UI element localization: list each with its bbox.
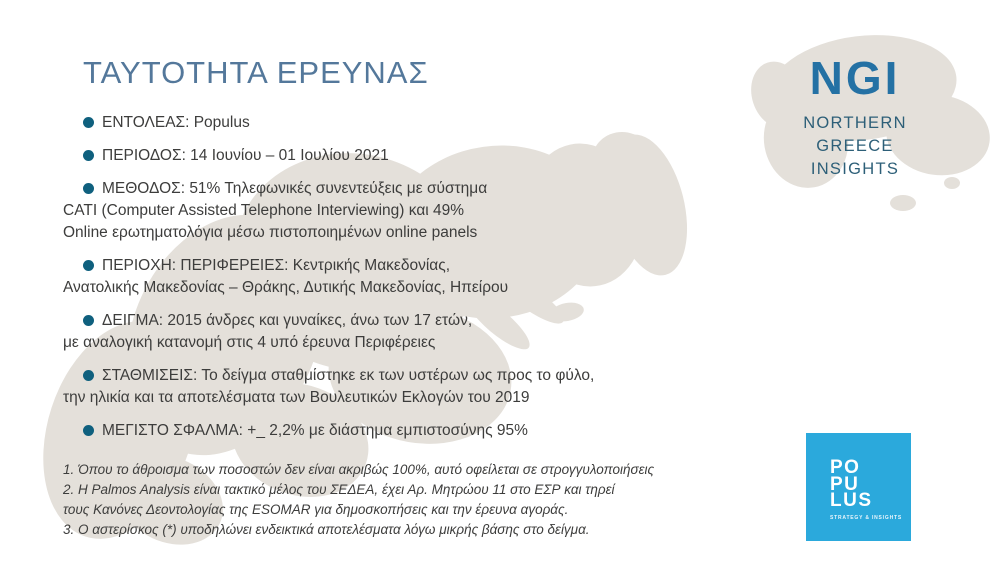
footnotes xyxy=(63,460,683,540)
bullet-list xyxy=(63,112,653,453)
page-title: ΤΑΥΤΟΤΗΤΑ ΕΡΕΥΝΑΣ xyxy=(83,55,429,90)
bullet-text-continued: την ηλικία και τα αποτελέσματα των Βουλευτικών Εκλογών του 2019 xyxy=(63,389,530,406)
bullet-text: ΣΤΑΘΜΙΣΕΙΣ: Το δείγμα σταθμίστηκε εκ των υστέρων ως προς το φύλο, xyxy=(102,367,595,384)
ngi-logo-acronym: NGI xyxy=(809,52,901,104)
populus-logo-wordmark-line: PO xyxy=(830,457,861,478)
bullet-icon xyxy=(83,370,94,381)
populus-logo-wordmark xyxy=(830,457,873,511)
list-item-entoleas xyxy=(63,112,653,134)
populus-logo-tagline: STRATEGY & INSIGHTS xyxy=(830,515,902,521)
bullet-text: ΜΕΓΙΣΤΟ ΣΦΑΛΜΑ: +_ 2,2% με διάστημα εμπιστοσύνης 95% xyxy=(102,422,528,439)
list-item-methodos xyxy=(63,178,653,244)
bullet-icon xyxy=(83,425,94,436)
bullet-text: ΜΕΘΟΔΟΣ: 51% Τηλεφωνικές συνεντεύξεις με σύστημα xyxy=(102,180,488,197)
list-item-perioxi xyxy=(63,255,653,299)
footnote-line: 1. Όπου το άθροισμα των ποσοστών δεν είναι ακριβώς 100%, αυτό οφείλεται σε στρογγυλοποιήσεις xyxy=(63,462,655,477)
ngi-logo-subtitle xyxy=(790,112,920,181)
ngi-logo xyxy=(790,52,920,181)
bullet-text-continued: Online ερωτηματολόγια μέσω πιστοποιημένων online panels xyxy=(63,224,478,241)
bullet-icon xyxy=(83,117,94,128)
footnote-line: τους Κανόνες Δεοντολογίας της ESOMAR για δημοσκοπήσεις και την έρευνα αγοράς. xyxy=(63,502,569,517)
bullet-text: ΔΕΙΓΜΑ: 2015 άνδρες και γυναίκες, άνω των 17 ετών, xyxy=(102,312,473,329)
bullet-text-continued: CATI (Computer Assisted Telephone Interviewing) και 49% xyxy=(63,202,465,219)
bullet-text: ΠΕΡΙΟΧΗ: ΠΕΡΙΦΕΡΕΙΕΣ: Κεντρικής Μακεδονίας, xyxy=(102,257,451,274)
populus-logo xyxy=(806,433,911,541)
list-item-megisto-sfalma xyxy=(63,420,653,442)
ngi-logo-subtitle-line: INSIGHTS xyxy=(810,160,900,178)
bullet-icon xyxy=(83,150,94,161)
bullet-text: ΕΝΤΟΛΕΑΣ: Populus xyxy=(102,114,250,131)
ngi-logo-subtitle-line: NORTHERN xyxy=(803,114,907,132)
bullet-icon xyxy=(83,315,94,326)
bullet-text-continued: με αναλογική κατανομή στις 4 υπό έρευνα Περιφέρειες xyxy=(63,334,436,351)
bullet-icon xyxy=(83,183,94,194)
bullet-icon xyxy=(83,260,94,271)
ngi-logo-subtitle-line: GREECE xyxy=(816,137,894,155)
bullet-text: ΠΕΡΙΟΔΟΣ: 14 Ιουνίου – 01 Ιουλίου 2021 xyxy=(102,147,389,164)
footnote-line: 3. Ο αστερίσκος (*) υποδηλώνει ενδεικτικά αποτελέσματα λόγω μικρής βάσης στο δείγμα. xyxy=(63,522,590,537)
populus-logo-wordmark-line: PU xyxy=(830,473,860,495)
list-item-deigma xyxy=(63,310,653,354)
footnote-line: 2. Η Palmos Analysis είναι τακτικό μέλος του ΣΕΔΕΑ, έχει Αρ. Μητρώου 11 στο ΕΣΡ και τηρεί xyxy=(63,482,615,497)
list-item-periodos xyxy=(63,145,653,167)
bullet-text-continued: Ανατολικής Μακεδονίας – Θράκης, Δυτικής Μακεδονίας, Ηπείρου xyxy=(63,279,509,296)
list-item-stathmiseis xyxy=(63,365,653,409)
populus-logo-wordmark-line: LUS xyxy=(830,490,873,511)
